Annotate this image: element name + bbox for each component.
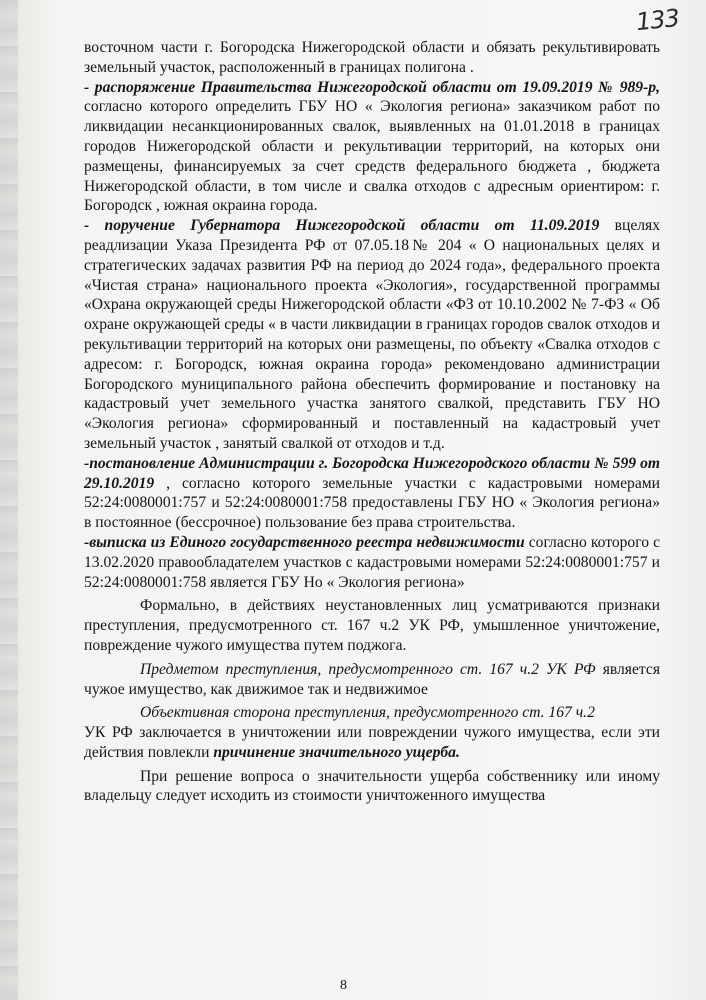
paragraph-8 [84, 703, 660, 762]
paragraph-7-body: является чужое имущество, как движимое так и недвижимое [84, 660, 660, 698]
paragraph-4-body: , согласно которого земельные участки с кадастровыми номерами 52:24:0080001:757 и 52:24:0080001:758 предоставлены ГБУ НО « Экология региона» в постоянное (бессрочное) пользование без права строительства. [84, 474, 660, 532]
paragraph-7 [84, 660, 660, 700]
paragraph-4 [84, 454, 660, 533]
document-body [84, 38, 660, 806]
paragraph-2 [84, 78, 660, 217]
paragraph-1: восточном части г. Богородска Нижегородской области и обязать рекультивировать земельный участок, расположенный в границах полигона . [84, 39, 660, 76]
paragraph-6: Формально, в действиях неустановленных лиц усматриваются признаки преступления, предусмотренного ст. 167 ч.2 УК РФ, умышленное уничтожение, повреждение чужого имущества путем поджога. [84, 597, 660, 654]
page-number: 8 [340, 978, 347, 993]
scan-shadow-edge [0, 0, 18, 1000]
paragraph-3 [84, 216, 660, 454]
paragraph-5-heading: -выписка из Единого государственного реестра недвижимости [84, 533, 525, 551]
paragraph-8-body: УК РФ заключается в уничтожении или повреждении чужого имущества, если эти действия повлекли [84, 724, 660, 761]
paragraph-2-body: согласно которого определить ГБУ НО « Экология региона» заказчиком работ по ликвидации несанкционированных свалок, выявленных на 01.01.2018 в границах городов Нижегородской области и рекультивации территорий, на которых они размещены, финансируемых за счет средств федерального бюджета , бюджета Нижегородской области, в том числе и свалка отходов с адресным ориентиром: г. Богородск , южная окраина города. [84, 98, 660, 215]
paragraph-2-heading: - распоряжение Правительства Нижегородской области от 19.09.2019 № 989-р, [84, 78, 660, 96]
paragraph-5-body: согласно которого с 13.02.2020 правообладателем участков с кадастровыми номерами 52:24:0080001:757 и 52:24:0080001:758 является ГБУ Но « Экология региона» [84, 533, 660, 591]
paragraph-8-bold: причинение значительного ущерба. [213, 743, 460, 761]
paragraph-4-heading: -постановление Администрации г. Богородска Нижегородского области № 599 от 29.10.2019 [84, 454, 660, 492]
paragraph-9: При решение вопроса о значительности ущерба собственнику или иному владельцу следует исходить из стоимости уничтоженного имущества [84, 767, 660, 805]
paragraph-8-italic: Объективная сторона преступления, предусмотренного ст. 167 ч.2 [140, 704, 595, 722]
handwritten-page-stamp: 133 [634, 3, 681, 37]
paragraph-3-body: вцелях реадлизации Указа Президента РФ от 07.05.18№ 204 « О национальных целях и стратегических задачах развития РФ на период до 2024 года», федерального проекта «Чистая страна» национального проекта «Экология», государственной программы «Охрана окружающей среды Нижегородской области «ФЗ от 10.10.2002 № 7-ФЗ « Об охране окружающей среды « в части ликвидации в границах городов свалок отходов и рекультивации территорий на которых они размещены, по объекту «Свалка отходов с адресом: г. Богородск, южная окраина города» рекомендовано администрации Богородского муниципального района обеспечить формирование и постановку на кадастровый учет земельного участка занятого свалкой, представить ГБУ НО «Экология региона» сформированный и поставленный на кадастровый учет земельный участок , занятый свалкой от отходов и т.д. [84, 217, 660, 452]
paragraph-7-italic: Предметом преступления, предусмотренного ст. 167 ч.2 УК РФ [140, 660, 596, 678]
paragraph-3-heading: - поручение Губернатора Нижегородской области от 11.09.2019 [84, 217, 600, 235]
paragraph-5 [84, 533, 660, 592]
